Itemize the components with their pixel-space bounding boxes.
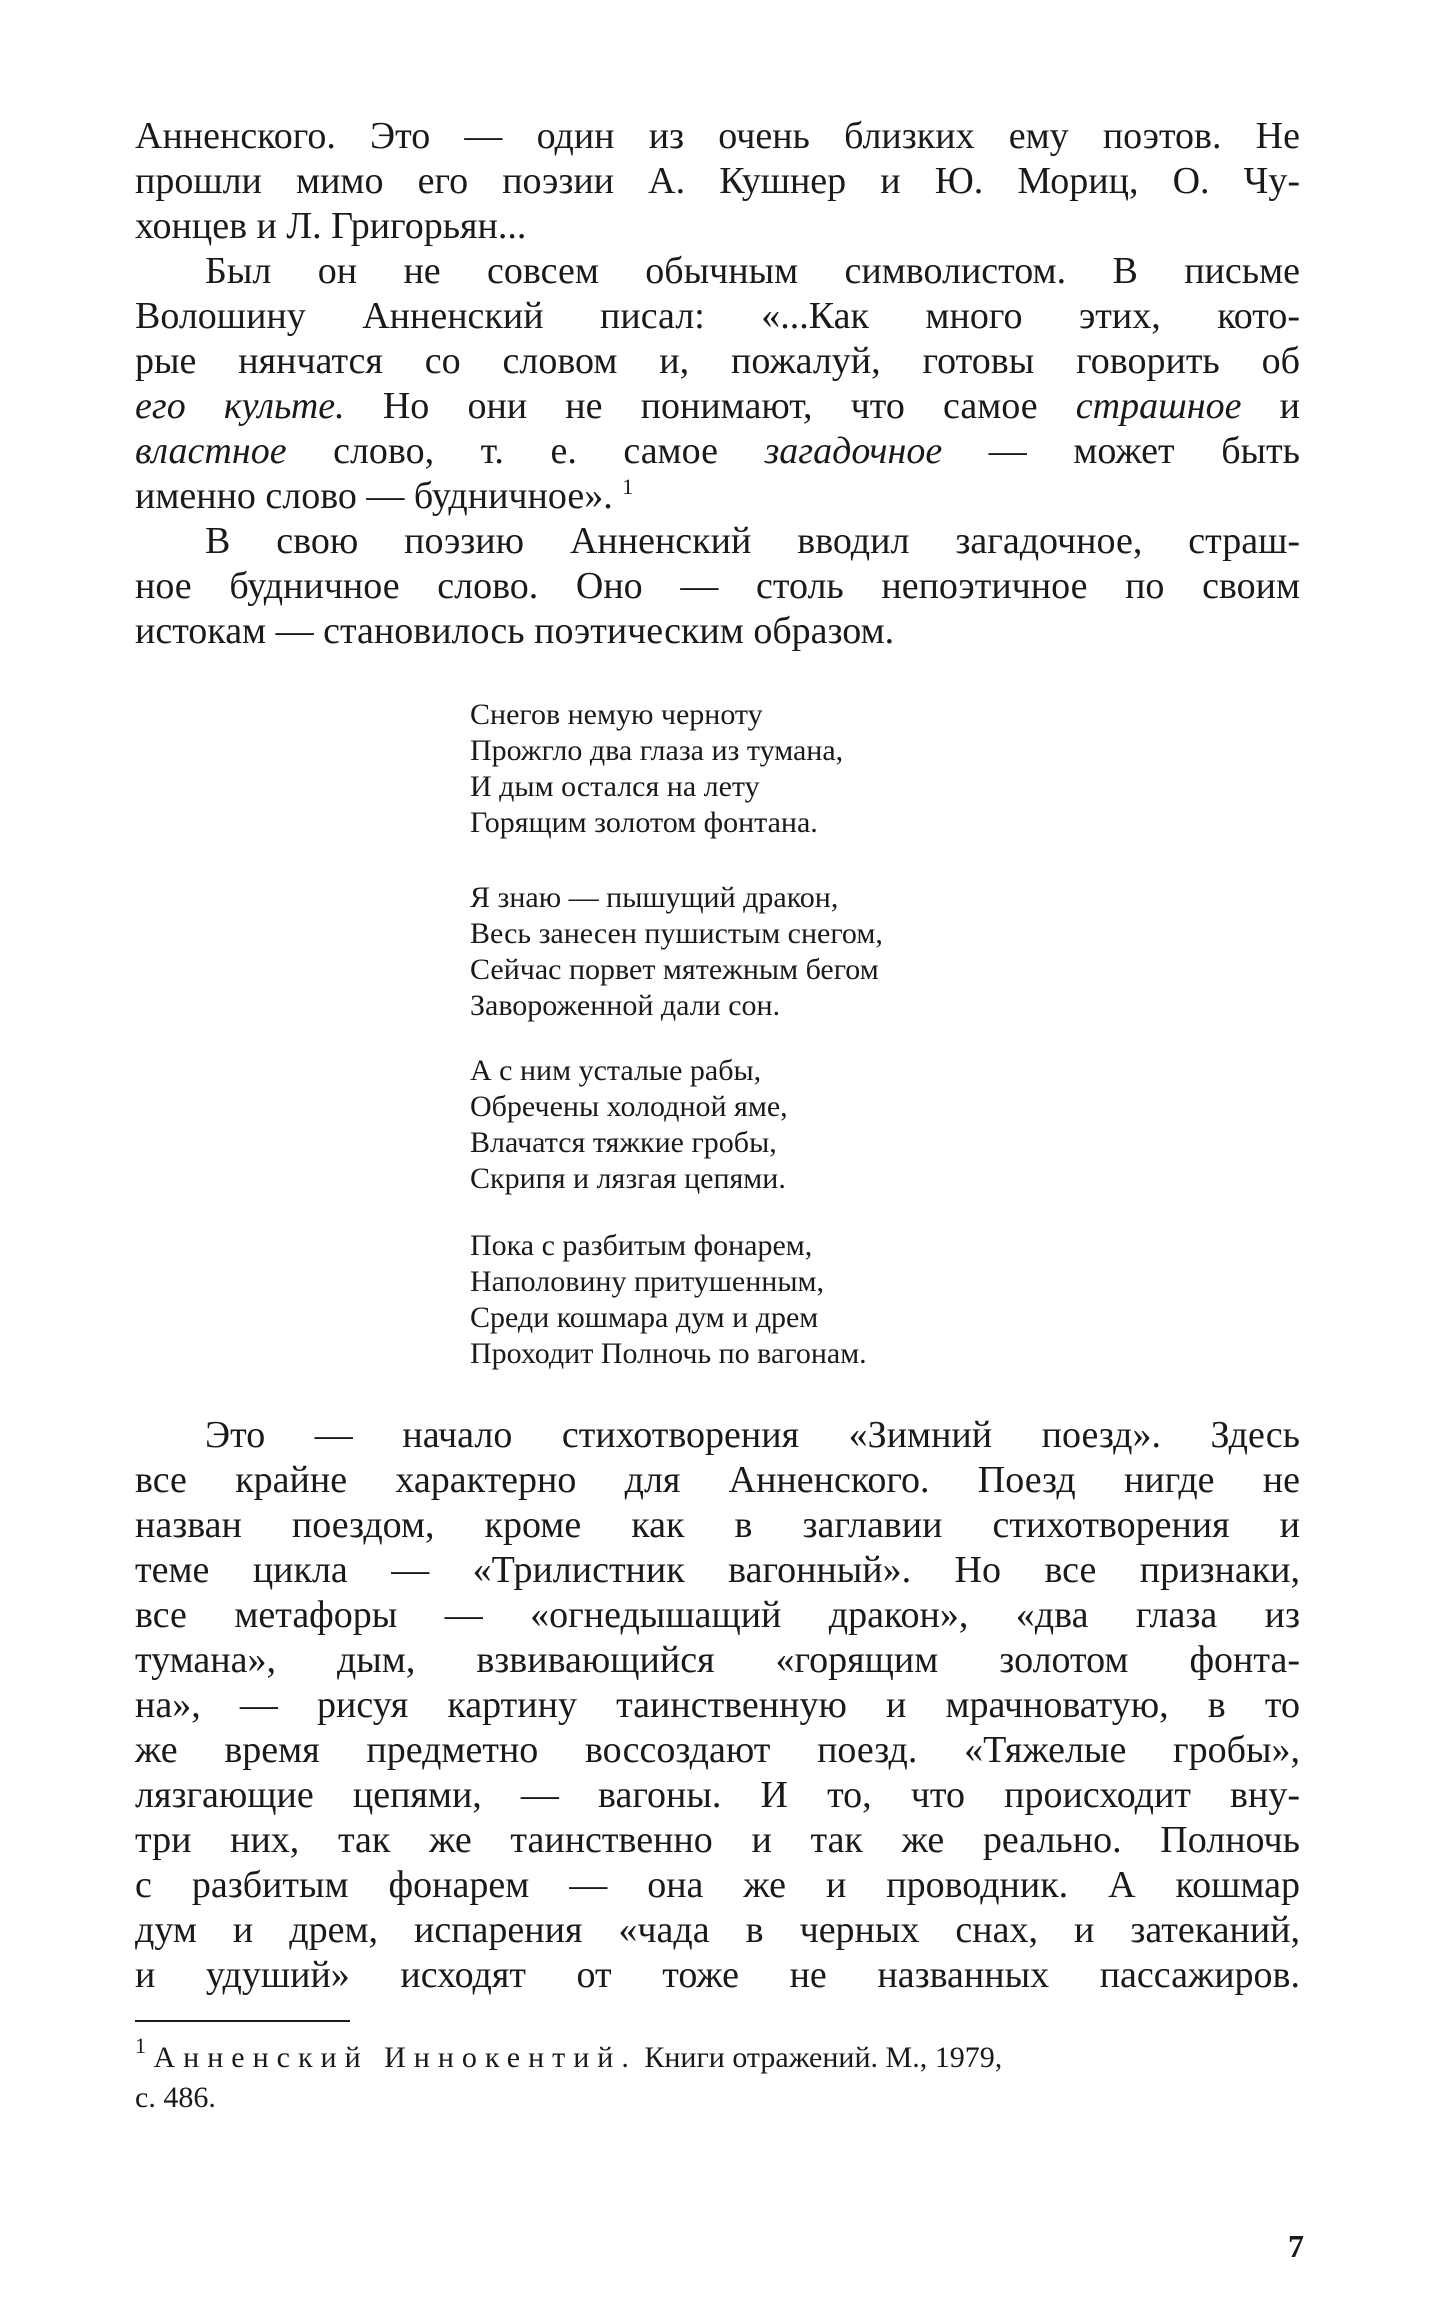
poem-line: Скрипя и лязгая цепями.	[470, 1162, 786, 1195]
poem-line: Влачатся тяжкие гробы,	[470, 1126, 777, 1159]
poem-stanza-4	[470, 1228, 867, 1372]
poem-line: Я знаю — пышущий дракон,	[470, 881, 839, 914]
poem-line: Проходит Полночь по вагонам.	[470, 1337, 867, 1370]
paragraph-poetry	[135, 519, 1300, 654]
text-line: все метафоры — «огнедышащий дракон», «два глаза из	[135, 1594, 1300, 1636]
poem-line: Обречены холодной яме,	[470, 1090, 788, 1123]
page-number: 7	[1288, 2228, 1304, 2264]
poem-stanza-3	[470, 1053, 788, 1197]
footnote-reference[interactable]: 1	[622, 474, 634, 499]
poem-line: Среди кошмара дум и дрем	[470, 1301, 819, 1334]
text-line: Волошину Анненский писал: «...Как много этих, кото-	[135, 295, 1300, 337]
text-line: теме цикла — «Трилистник вагонный». Но все признаки,	[135, 1549, 1300, 1591]
text-line: все крайне характерно для Анненского. Поезд нигде не	[135, 1459, 1300, 1501]
text-line: лязгающие цепями, — вагоны. И то, что происходит вну-	[135, 1774, 1300, 1816]
text-run: — может быть	[942, 430, 1300, 472]
italic-phrase: загадочное	[764, 430, 943, 472]
footnote-line	[135, 2033, 1300, 2078]
footnote-source: Книги отражений. М., 1979,	[636, 2041, 1003, 2074]
italic-phrase: страшное	[1075, 385, 1242, 427]
paragraph-intro	[135, 114, 1300, 249]
text-line: Анненского. Это — один из очень близких ему поэтов. Не	[135, 115, 1300, 157]
text-line: истокам — становилось поэтическим образом.	[135, 610, 895, 652]
footnote-mark: 1	[135, 2033, 146, 2058]
italic-phrase: его культе.	[135, 385, 345, 427]
text-line: В свою поэзию Анненский вводил загадочное, страш-	[205, 520, 1300, 562]
text-line	[135, 384, 1300, 429]
paragraph-winter-train	[135, 1413, 1300, 1998]
text-line: прошли мимо его поэзии А. Кушнер и Ю. Мориц, О. Чу-	[135, 160, 1300, 202]
footnote	[135, 2033, 1300, 2118]
text-line: с разбитым фонарем — она же и проводник. А кошмар	[135, 1864, 1300, 1906]
poem-line: Горящим золотом фонтана.	[470, 806, 818, 839]
text-line: на», — рисуя картину таинственную и мрачноватую, в то	[135, 1684, 1300, 1726]
text-line: хонцев и Л. Григорьян...	[135, 205, 527, 247]
poem-line: Наполовину притушенным,	[470, 1265, 824, 1298]
footnote-divider	[135, 2020, 350, 2022]
text-line: же время предметно воссоздают поезд. «Тяжелые гробы»,	[135, 1729, 1300, 1771]
text-line: Это — начало стихотворения «Зимний поезд». Здесь	[205, 1414, 1300, 1456]
poem-line: И дым остался на лету	[470, 770, 760, 803]
text-line: тумана», дым, взвивающийся «горящим золотом фонта-	[135, 1639, 1300, 1681]
text-run: слово, т. е. самое	[286, 430, 765, 472]
poem-line: А с ним усталые рабы,	[470, 1054, 762, 1087]
poem-line: Сейчас порвет мятежным бегом	[470, 953, 879, 986]
text-run: именно слово — будничное».	[135, 475, 613, 517]
footnote-line: с. 486.	[135, 2081, 216, 2114]
text-line	[135, 429, 1300, 474]
italic-phrase: властное	[135, 430, 287, 472]
text-line	[135, 474, 1300, 519]
poem-line: Пока с разбитым фонарем,	[470, 1229, 813, 1262]
text-line: рые нянчатся со словом и, пожалуй, готовы говорить об	[135, 340, 1300, 382]
paragraph-symbolist	[135, 249, 1300, 519]
text-line: дум и дрем, испарения «чада в черных снах, и затеканий,	[135, 1909, 1300, 1951]
poem-line: Весь занесен пушистым снегом,	[470, 917, 883, 950]
poem-stanza-1	[470, 697, 843, 841]
text-run: Но они не понимают, что самое	[344, 385, 1076, 427]
poem-line: Завороженной дали сон.	[470, 989, 781, 1022]
poem-line: Прожгло два глаза из тумана,	[470, 734, 844, 767]
text-line: ное будничное слово. Оно — столь непоэтичное по своим	[135, 565, 1300, 607]
footnote-author: Анненский Иннокентий.	[153, 2041, 637, 2074]
text-run: и	[1241, 385, 1300, 427]
text-line: назван поездом, кроме как в заглавии стихотворения и	[135, 1504, 1300, 1546]
text-line: и удуший» исходят от тоже не названных пассажиров.	[135, 1954, 1300, 1996]
poem-line: Снегов немую черноту	[470, 698, 763, 731]
text-line: три них, так же таинственно и так же реально. Полночь	[135, 1819, 1300, 1861]
poem-stanza-2	[470, 880, 883, 1024]
text-line: Был он не совсем обычным символистом. В письме	[205, 250, 1300, 292]
